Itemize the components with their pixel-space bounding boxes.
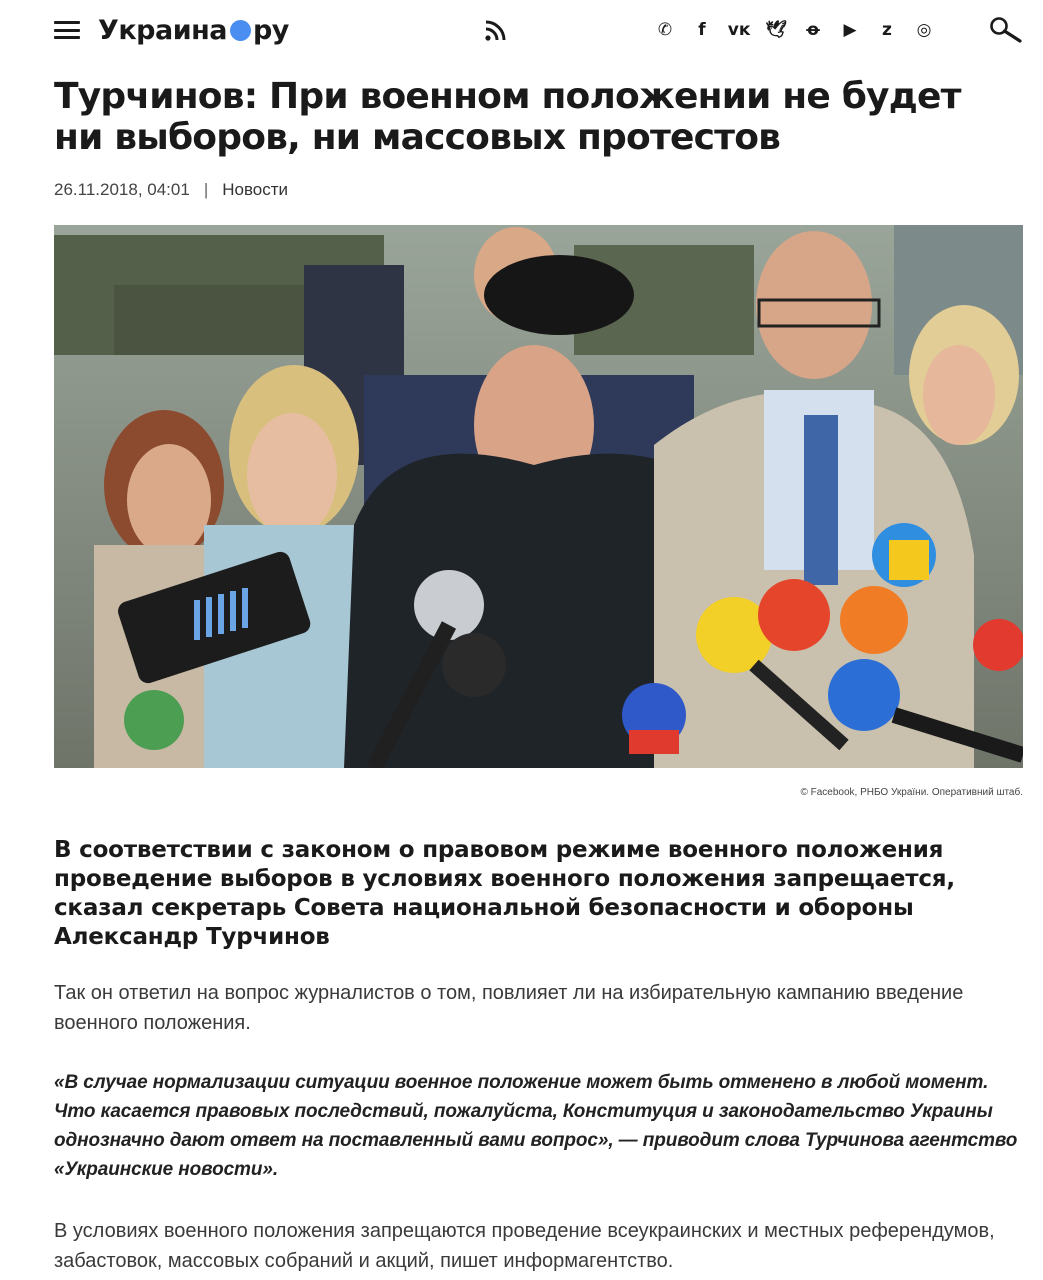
site-logo[interactable] bbox=[98, 12, 289, 48]
twitter-icon[interactable]: 🕊 bbox=[765, 20, 787, 40]
article-paragraph-1: Так он ответил на вопрос журналистов о том, повлияет ли на избирательную кампанию введение военного положения. bbox=[54, 982, 964, 1034]
site-header bbox=[0, 0, 1043, 62]
facebook-icon[interactable]: f bbox=[698, 20, 706, 40]
meta-separator: | bbox=[203, 180, 209, 199]
rss-icon[interactable] bbox=[483, 19, 507, 43]
article-photo bbox=[54, 225, 1023, 768]
menu-icon[interactable] bbox=[54, 21, 80, 39]
logo-dot bbox=[230, 20, 251, 41]
odnoklassniki-icon[interactable]: ꝋ bbox=[806, 20, 820, 40]
search-icon[interactable] bbox=[988, 16, 1022, 44]
instagram-icon[interactable]: ◎ bbox=[916, 20, 932, 40]
viber-icon[interactable]: ✆ bbox=[657, 20, 673, 40]
logo-text-right: ру bbox=[252, 14, 289, 46]
photo-credit: © Facebook, РНБО України. Оперативний штаб. bbox=[800, 787, 1023, 798]
category-link[interactable]: Новости bbox=[222, 180, 289, 199]
vk-icon[interactable]: ᴠᴋ bbox=[727, 20, 751, 40]
article-date: 26.11.2018, 04:01 bbox=[54, 180, 190, 199]
article-lead: В соответствии с законом о правовом режиме военного положения проведение выборов в условиях военного положения запрещается, сказал секретарь Совета национальной безопасности и обороны Александр Турчинов bbox=[54, 837, 955, 950]
zen-icon[interactable]: z bbox=[882, 20, 892, 40]
social-links bbox=[652, 17, 948, 43]
article-paragraph-2: В условиях военного положения запрещаются проведение всеукраинских и местных референдумов, забастовок, массовых собраний и акций, пишет информагентство. bbox=[54, 1220, 995, 1272]
logo-text-left: Украина bbox=[98, 14, 227, 46]
article-meta bbox=[54, 180, 288, 200]
youtube-icon[interactable]: ▶ bbox=[843, 20, 857, 40]
article-title: Турчинов: При военном положении не будет ни выборов, ни массовых протестов bbox=[54, 76, 961, 158]
article-quote: «В случае нормализации ситуации военное положение может быть отменено в любой момент. Что касается правовых последствий, пожалуйста, Конституция и законодательство Украины однозначно дают ответ на поставленный вами вопрос», — приводит слова Турчинова агентство «Украинские новости». bbox=[54, 1072, 1018, 1180]
